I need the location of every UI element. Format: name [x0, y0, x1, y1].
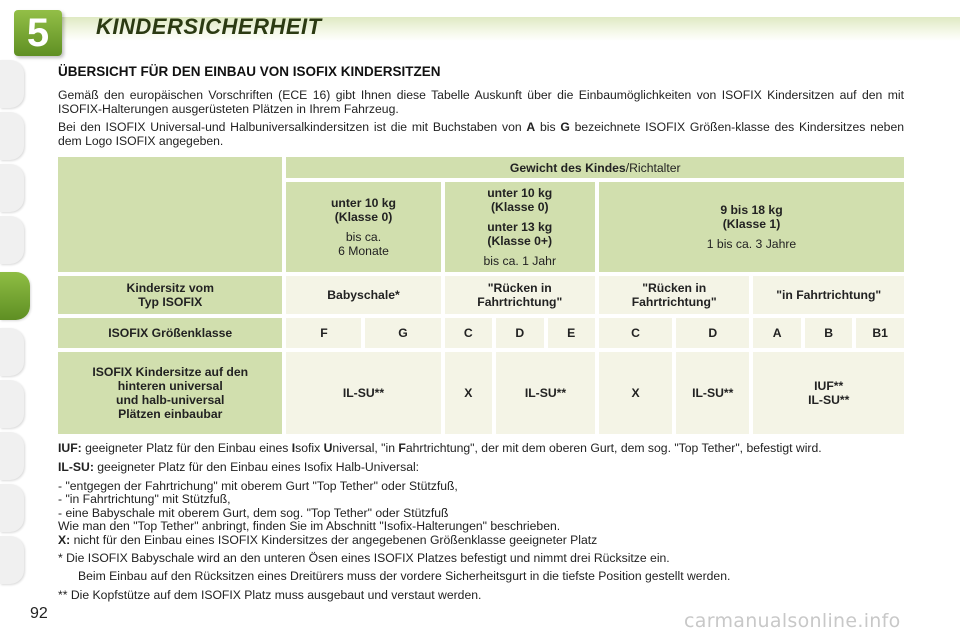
type-cell: "in Fahrtrichtung" — [753, 276, 904, 314]
row-label-place: ISOFIX Kindersitze auf den hinteren universal und halb-universal Plätzen einbaubar — [58, 352, 282, 434]
weight-group-0: unter 10 kg (Klasse 0) bis ca. 6 Monate — [286, 182, 440, 272]
chapter-tab[interactable] — [0, 432, 24, 480]
chapter-tab[interactable] — [0, 112, 24, 160]
chapter-tab[interactable] — [0, 164, 24, 212]
chapter-title: KINDERSICHERHEIT — [96, 14, 322, 39]
size-cell: C — [599, 318, 672, 348]
type-cell: "Rücken in Fahrtrichtung" — [599, 276, 749, 314]
size-cell: D — [496, 318, 543, 348]
place-cell: X — [599, 352, 672, 434]
intro-paragraph-2: Bei den ISOFIX Universal-und Halbuniversalkindersitzen ist die mit Buchstaben von A bis G bezeichnete ISOFIX Größen-klasse des Kindersitzes neben dem Logo ISOFIX angegeben. — [58, 120, 905, 148]
size-cell: C — [445, 318, 492, 348]
size-cell: D — [676, 318, 749, 348]
intro-paragraph: Gemäß den europäischen Vorschriften (ECE 16) gibt Ihnen diese Tabelle Auskunft über die Einbaumöglichkeiten von ISOFIX Kindersitzen auf den mit ISOFIX-Halterungen ausgerüsteten Plätzen in Ihrem Fahrzeug. — [58, 88, 904, 116]
weight-header: Gewicht des Kindes/Richtalter — [286, 157, 904, 178]
row-label-type: Kindersitz vom Typ ISOFIX — [58, 276, 282, 314]
note-iuf: IUF: geeigneter Platz für den Einbau eines Isofix Universal, "in Fahrtrichtung", der mit dem oberen Gurt, dem sog. "Top Tether", befestigt wird. — [58, 441, 822, 456]
section-title: ÜBERSICHT FÜR DEN EINBAU VON ISOFIX KINDERSITZEN — [58, 64, 441, 79]
chapter-tab[interactable] — [0, 380, 24, 428]
note-ilsu: IL-SU: geeigneter Platz für den Einbau eines Isofix Halb-Universal: — [58, 459, 420, 474]
chapter-number: 5 — [14, 10, 62, 56]
watermark: carmanualsonline.info — [684, 610, 901, 632]
place-cell: IUF** IL-SU** — [753, 352, 904, 434]
note-ilsu-list: - "entgegen der Fahrtrichung" mit oberem Gurt "Top Tether" oder Stützfuß, - "in Fahrtrichtung" mit Stützfuß, - eine Babyschale mit oberem Gurt, dem sog. "Top Tether" oder Stützfuß Wie man den "Top Tether" anbringt, finden Sie im Abschnitt "Isofix-Halterungen" beschrieben. X: nicht für den Einbau eines ISOFIX Kindersitzes der angegebenen Größenklasse geeigneter Platz — [58, 478, 598, 547]
chapter-tab-active[interactable] — [0, 272, 30, 320]
chapter-tab[interactable] — [0, 60, 24, 108]
type-cell: Babyschale* — [286, 276, 440, 314]
table-corner — [58, 157, 282, 272]
weight-group-1: 9 bis 18 kg (Klasse 1) 1 bis ca. 3 Jahre — [599, 182, 904, 272]
place-cell: IL-SU** — [496, 352, 595, 434]
isofix-table — [54, 153, 908, 438]
size-cell: A — [753, 318, 800, 348]
row-label-size: ISOFIX Größenklasse — [58, 318, 282, 348]
size-cell: F — [286, 318, 361, 348]
page-number: 92 — [30, 605, 48, 622]
chapter-tab[interactable] — [0, 536, 24, 584]
size-cell: E — [548, 318, 595, 348]
type-cell: "Rücken in Fahrtrichtung" — [445, 276, 595, 314]
note-star: * Die ISOFIX Babyschale wird an den unteren Ösen eines ISOFIX Platzes befestigt und nimmt drei Rücksitze ein. — [58, 550, 670, 565]
note-star-b: Beim Einbau auf den Rücksitzen eines Dreitürers muss der vordere Sicherheitsgurt in die tiefste Position gestellt werden. — [78, 569, 731, 584]
size-cell: G — [365, 318, 440, 348]
note-double-star: ** Die Kopfstütze auf dem ISOFIX Platz muss ausgebaut und verstaut werden. — [58, 587, 482, 602]
chapter-tabs — [0, 60, 34, 580]
chapter-tab[interactable] — [0, 484, 24, 532]
chapter-tab[interactable] — [0, 216, 24, 264]
chapter-tab[interactable] — [0, 328, 24, 376]
place-cell: IL-SU** — [676, 352, 749, 434]
place-cell: IL-SU** — [286, 352, 440, 434]
place-cell: X — [445, 352, 492, 434]
size-cell: B1 — [856, 318, 904, 348]
legend-notes — [58, 442, 904, 602]
size-cell: B — [805, 318, 852, 348]
weight-group-0plus: unter 10 kg (Klasse 0) unter 13 kg (Klasse 0+) bis ca. 1 Jahr — [445, 182, 595, 272]
page-content — [58, 60, 904, 607]
